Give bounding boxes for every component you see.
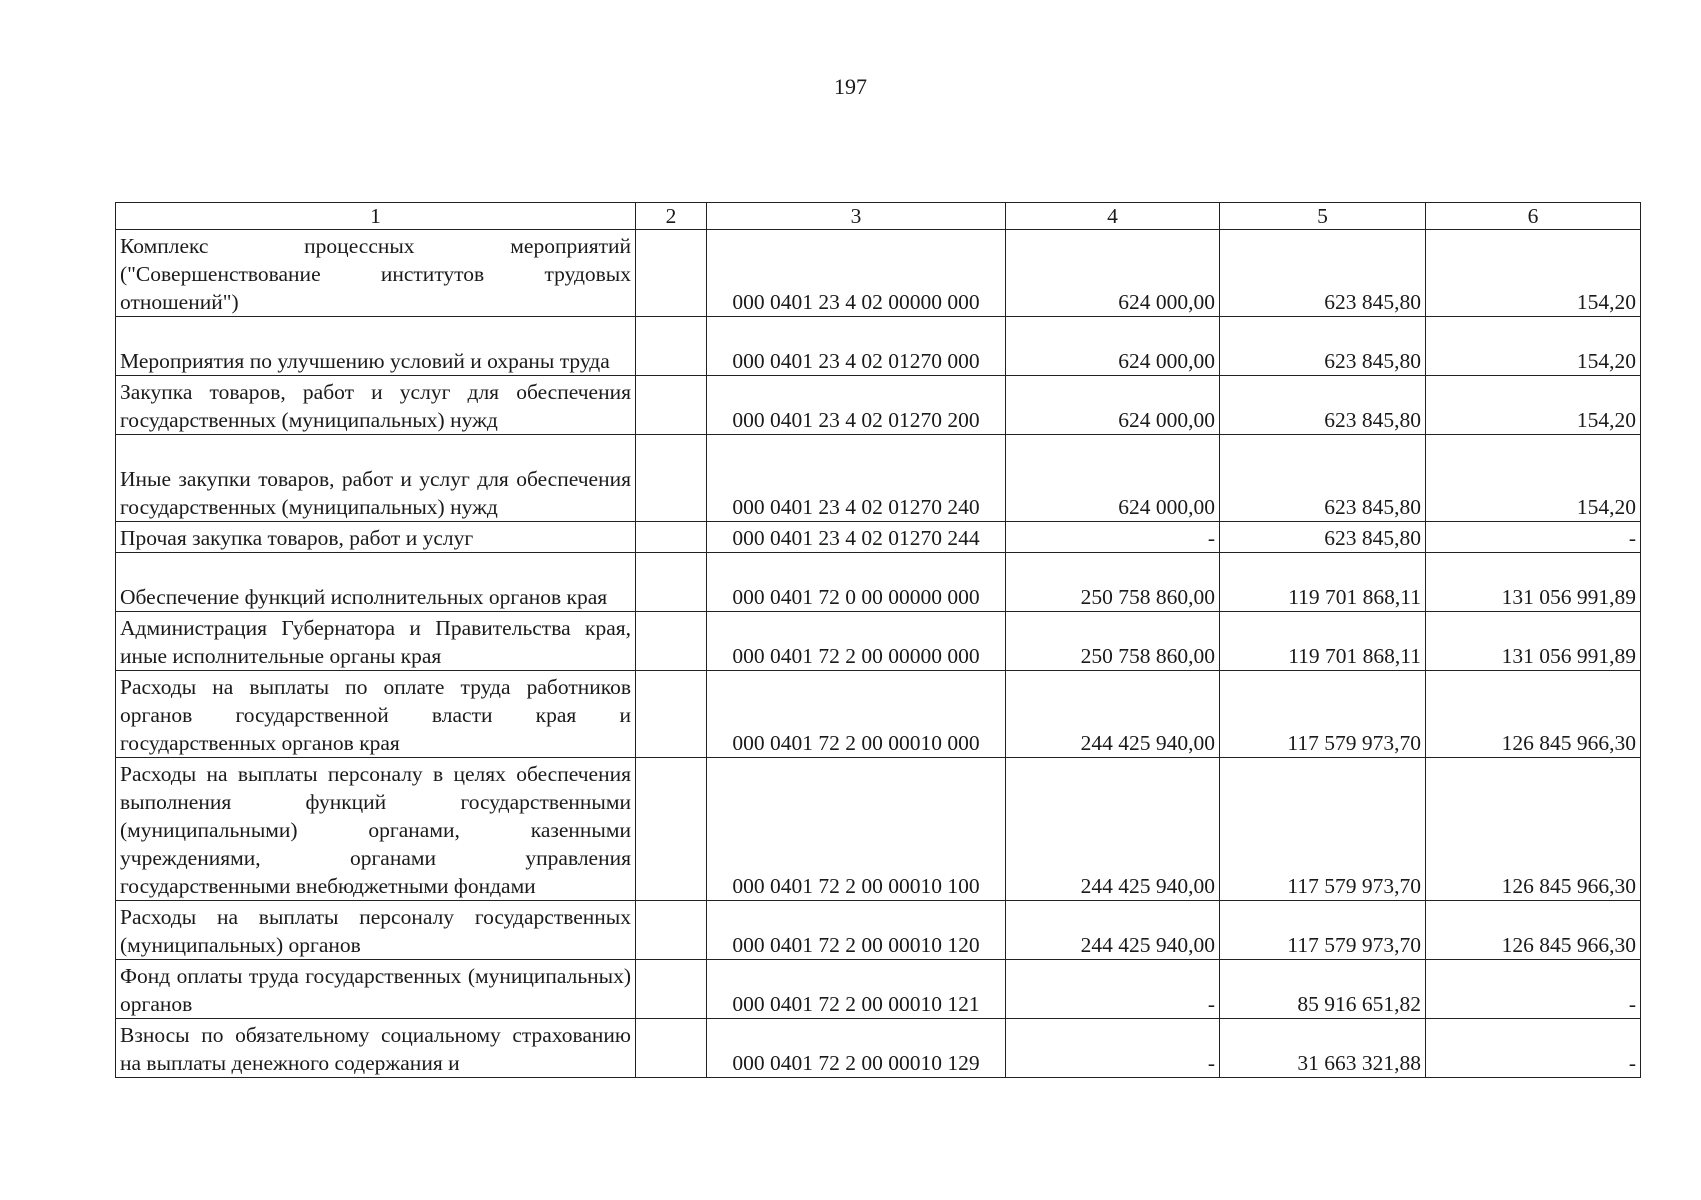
row-col6: 126 845 966,30 [1426, 901, 1641, 960]
table-row [116, 901, 1641, 960]
row-col5: 623 845,80 [1220, 376, 1426, 435]
row-col2 [636, 612, 707, 671]
row-col2 [636, 522, 707, 553]
row-col4: 250 758 860,00 [1006, 553, 1220, 612]
row-col2 [636, 758, 707, 901]
row-col5: 31 663 321,88 [1220, 1019, 1426, 1078]
row-col4: 624 000,00 [1006, 435, 1220, 522]
header-col-2: 2 [636, 203, 707, 230]
row-col6: 154,20 [1426, 435, 1641, 522]
table-row [116, 317, 1641, 376]
row-col6: 126 845 966,30 [1426, 758, 1641, 901]
row-name: Комплекс процессных мероприятий ("Совершенствование институтов трудовых отношений") [116, 230, 636, 317]
row-name: Прочая закупка товаров, работ и услуг [116, 522, 636, 553]
row-col2 [636, 553, 707, 612]
row-col4: 244 425 940,00 [1006, 901, 1220, 960]
table-row [116, 758, 1641, 901]
row-col6: - [1426, 960, 1641, 1019]
row-col2 [636, 960, 707, 1019]
row-col2 [636, 1019, 707, 1078]
row-col4: 624 000,00 [1006, 317, 1220, 376]
header-col-4: 4 [1006, 203, 1220, 230]
row-col5: 623 845,80 [1220, 435, 1426, 522]
row-code: 000 0401 23 4 02 01270 200 [707, 376, 1006, 435]
table-row [116, 960, 1641, 1019]
row-col5: 623 845,80 [1220, 317, 1426, 376]
page-number: 197 [834, 74, 867, 99]
row-col4: - [1006, 960, 1220, 1019]
header-col-3: 3 [707, 203, 1006, 230]
table-row [116, 376, 1641, 435]
row-col4: - [1006, 522, 1220, 553]
row-name: Расходы на выплаты персоналу в целях обеспечения выполнения функций государственными (муниципальными) органами, казенными учреждениями, органами управления государственными внебюджетными фондами [116, 758, 636, 901]
row-col6: 126 845 966,30 [1426, 671, 1641, 758]
row-name: Обеспечение функций исполнительных органов края [116, 553, 636, 612]
row-col2 [636, 376, 707, 435]
row-col6: 154,20 [1426, 317, 1641, 376]
row-code: 000 0401 23 4 02 00000 000 [707, 230, 1006, 317]
row-name: Расходы на выплаты по оплате труда работников органов государственной власти края и государственных органов края [116, 671, 636, 758]
table-row [116, 671, 1641, 758]
budget-table [115, 202, 1641, 1078]
row-col4: 244 425 940,00 [1006, 671, 1220, 758]
table-row [116, 230, 1641, 317]
row-code: 000 0401 72 0 00 00000 000 [707, 553, 1006, 612]
row-col6: - [1426, 522, 1641, 553]
row-name: Закупка товаров, работ и услуг для обеспечения государственных (муниципальных) нужд [116, 376, 636, 435]
row-col5: 623 845,80 [1220, 522, 1426, 553]
row-name: Расходы на выплаты персоналу государственных (муниципальных) органов [116, 901, 636, 960]
row-col6: - [1426, 1019, 1641, 1078]
header-col-1: 1 [116, 203, 636, 230]
row-col4: 244 425 940,00 [1006, 758, 1220, 901]
row-code: 000 0401 72 2 00 00000 000 [707, 612, 1006, 671]
table-row [116, 1019, 1641, 1078]
row-col6: 131 056 991,89 [1426, 553, 1641, 612]
header-col-6: 6 [1426, 203, 1641, 230]
row-col5: 623 845,80 [1220, 230, 1426, 317]
row-code: 000 0401 23 4 02 01270 000 [707, 317, 1006, 376]
row-col4: 624 000,00 [1006, 230, 1220, 317]
row-name: Мероприятия по улучшению условий и охраны труда [116, 317, 636, 376]
row-col2 [636, 435, 707, 522]
row-col2 [636, 901, 707, 960]
row-code: 000 0401 72 2 00 00010 120 [707, 901, 1006, 960]
row-col2 [636, 317, 707, 376]
row-code: 000 0401 23 4 02 01270 240 [707, 435, 1006, 522]
header-row [116, 203, 1641, 230]
row-code: 000 0401 72 2 00 00010 121 [707, 960, 1006, 1019]
row-col4: - [1006, 1019, 1220, 1078]
table-row [116, 435, 1641, 522]
table-row [116, 522, 1641, 553]
row-name: Взносы по обязательному социальному страхованию на выплаты денежного содержания и [116, 1019, 636, 1078]
row-code: 000 0401 72 2 00 00010 100 [707, 758, 1006, 901]
row-col5: 119 701 868,11 [1220, 553, 1426, 612]
row-col6: 131 056 991,89 [1426, 612, 1641, 671]
row-code: 000 0401 23 4 02 01270 244 [707, 522, 1006, 553]
row-col5: 117 579 973,70 [1220, 671, 1426, 758]
row-col5: 85 916 651,82 [1220, 960, 1426, 1019]
row-col4: 624 000,00 [1006, 376, 1220, 435]
header-col-5: 5 [1220, 203, 1426, 230]
row-col2 [636, 230, 707, 317]
row-col5: 117 579 973,70 [1220, 758, 1426, 901]
row-code: 000 0401 72 2 00 00010 000 [707, 671, 1006, 758]
row-col6: 154,20 [1426, 230, 1641, 317]
row-col6: 154,20 [1426, 376, 1641, 435]
row-name: Иные закупки товаров, работ и услуг для обеспечения государственных (муниципальных) нужд [116, 435, 636, 522]
row-col2 [636, 671, 707, 758]
row-col5: 117 579 973,70 [1220, 901, 1426, 960]
row-name: Фонд оплаты труда государственных (муниципальных) органов [116, 960, 636, 1019]
row-code: 000 0401 72 2 00 00010 129 [707, 1019, 1006, 1078]
row-name: Администрация Губернатора и Правительства края, иные исполнительные органы края [116, 612, 636, 671]
table-row [116, 553, 1641, 612]
row-col5: 119 701 868,11 [1220, 612, 1426, 671]
row-col4: 250 758 860,00 [1006, 612, 1220, 671]
table-row [116, 612, 1641, 671]
